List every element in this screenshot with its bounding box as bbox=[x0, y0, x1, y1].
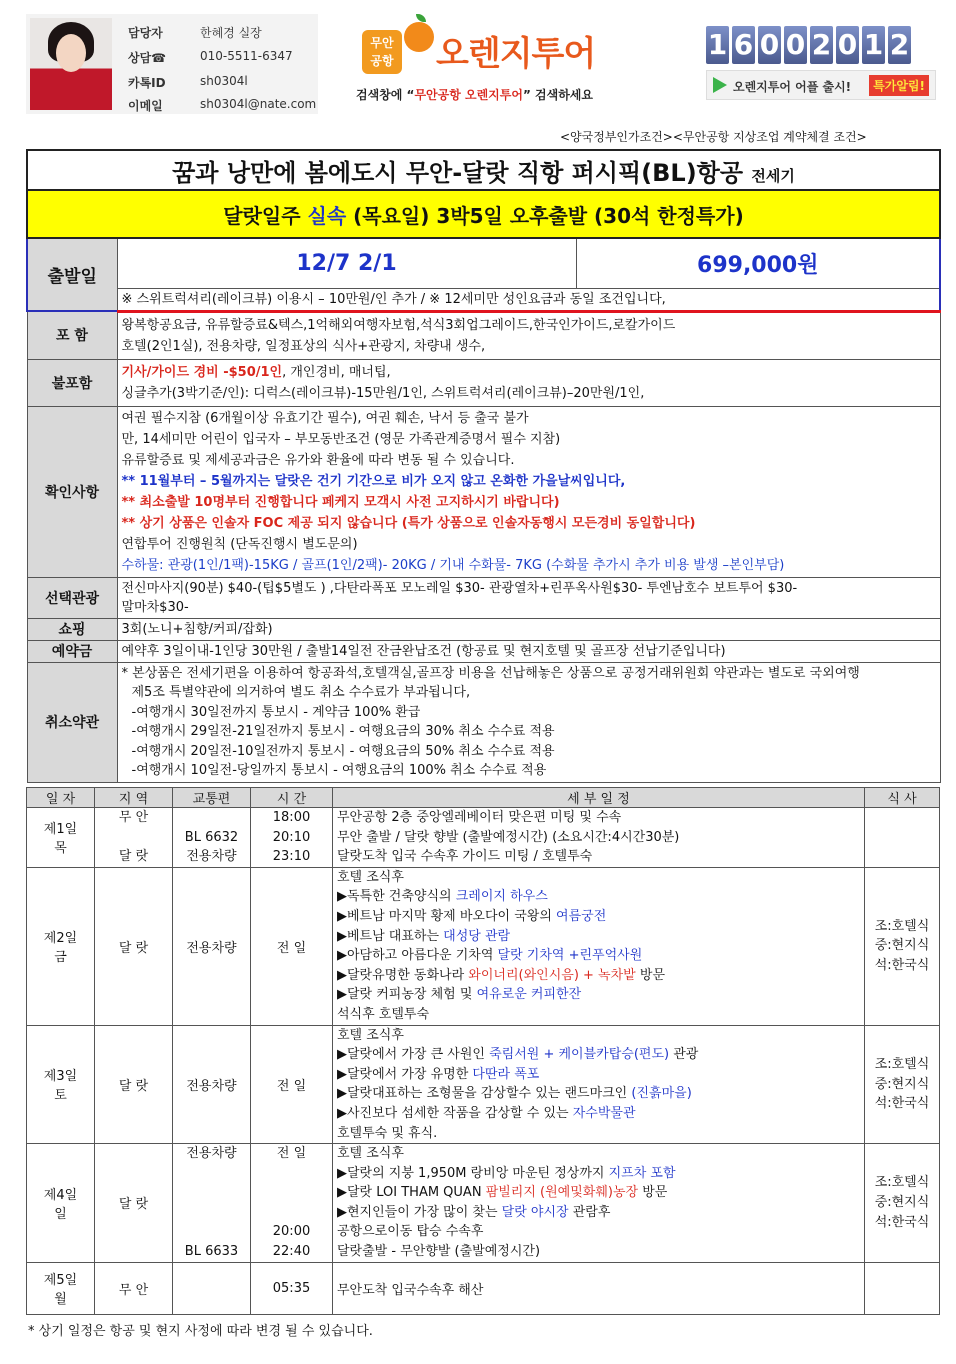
transport-cell bbox=[173, 1262, 251, 1314]
agent-manager-name: 한혜경 실장 bbox=[200, 26, 262, 40]
transport-cell: 전용차량 bbox=[173, 867, 251, 1025]
product-table bbox=[26, 149, 941, 783]
time-cell: 18:00 20:10 23:10 bbox=[251, 808, 333, 868]
logo-search-hint: 검색창에 “무안공항 오렌지투어” 검색하세요 bbox=[356, 88, 593, 102]
day-label: 제2일 금 bbox=[27, 867, 95, 1025]
detail-cell: 호텔 조식후 ▶독특한 건축양식의 크레이지 하우스 ▶베트남 마지막 황제 바오다이 국왕의 여름궁전 ▶베트남 대표하는 대성당 관람 ▶아담하고 아름다운 기차역 달랏 기차역 +린푸억사원 ▶달랏유명한 동화나라 와이너리(와인시음) + 녹차밭 방문 ▶달랏 커피농장 체험 및 여유로운 커피한잔 석식후 호텔투숙 bbox=[333, 867, 865, 1025]
phone-number[interactable]: 1 6 0 0 2 0 1 2 bbox=[706, 26, 936, 66]
orange-logo-icon bbox=[404, 22, 434, 52]
include-label: 포 함 bbox=[27, 311, 117, 359]
departure-label: 출발일 bbox=[27, 238, 117, 311]
transport-cell: BL 6632 전용차량 bbox=[173, 808, 251, 868]
shopping-content: 3회(노니+침향/커피/잡화) bbox=[117, 618, 940, 640]
itinerary-day-2 bbox=[27, 867, 940, 1025]
header-meal: 식 사 bbox=[865, 788, 940, 808]
meal-cell: 조:호텔식 중:현지식 석:한국식 bbox=[865, 867, 940, 1025]
notice-label: 확인사항 bbox=[27, 406, 117, 577]
cancel-policy-content: * 본상품은 전세기편을 이용하여 항공좌석,호텔객실,골프장 비용을 선납해놓은 상품으로 공정거래위원회 약관과는 별도로 국외여행 제5조 특별약관에 의거하여 별도 취소 수수료가 부과됩니다, -여행개시 30일전까지 통보시 - 계약금 100% 환급 -여행개시 29일전-21일전까지 통보시 - 여행요금의 30% 취소 수수료 적용 -여행개시 20일전-10일전까지 통보시 - 여행요금의 50% 취소 수수료 적용 -여행개시 10일전-당일까지 통보시 - 여행요금의 100% 취소 수수료 적용 bbox=[117, 662, 940, 782]
meal-cell bbox=[865, 1262, 940, 1314]
itinerary-day-1 bbox=[27, 808, 940, 868]
detail-cell: 무안공항 2층 중앙엘레베이터 맞은편 미팅 및 수속 무안 출발 / 달랏 향발 (출발예정시간) (소요시간:4시간30분) 달랏도착 입국 수속후 가이드 미팅 / 호텔투숙 bbox=[333, 808, 865, 868]
header-place: 지 역 bbox=[95, 788, 173, 808]
meal-cell: 조:호텔식 중:현지식 석:한국식 bbox=[865, 1025, 940, 1144]
header-time: 시 간 bbox=[251, 788, 333, 808]
agent-photo bbox=[30, 18, 112, 110]
deposit-content: 예약후 3일이내-1인당 30만원 / 출발14일전 잔금완납조건 (항공료 및 현지호텔 및 골프장 선납기준입니다) bbox=[117, 640, 940, 662]
day-label: 제5일 월 bbox=[27, 1262, 95, 1314]
day-label: 제3일 토 bbox=[27, 1025, 95, 1144]
time-cell: 05:35 bbox=[251, 1262, 333, 1314]
agent-email[interactable]: sh0304l@nate.com bbox=[200, 97, 317, 111]
meal-cell: 조:호텔식 중:현지식 석:한국식 bbox=[865, 1144, 940, 1263]
time-cell: 전 일 bbox=[251, 1025, 333, 1144]
departure-note: ※ 스위트럭셔리(레이크뷰) 이용시 – 10만원/인 추가 / ※ 12세미만 성인요금과 동일 조건입니다, bbox=[117, 288, 940, 311]
deal-alert-button[interactable]: 특가알림! bbox=[869, 75, 929, 96]
logo-badge: 무안 공항 bbox=[362, 30, 402, 74]
itinerary-day-4 bbox=[27, 1144, 940, 1263]
day-label: 제1일 목 bbox=[27, 808, 95, 868]
time-cell: 전 일 bbox=[251, 867, 333, 1025]
place-cell: 무 안 달 랏 bbox=[95, 808, 173, 868]
shopping-label: 쇼핑 bbox=[27, 618, 117, 640]
detail-cell: 호텔 조식후 ▶달랏의 지붕 1,950M 랑비앙 마운틴 정상까지 지프차 포함 ▶달랏 LOI THAM QUAN 팜빌리지 (원예및화훼)농장 방문 ▶현지인들이 가장 많이 찾는 달랏 야시장 관람후 공항으로이동 탑승 수속후 달랏출발 - 무안향발 (출발예정시간) bbox=[333, 1144, 865, 1263]
include-content: 왕복항공요금, 유류할증료&텍스,1억해외여행자보험,석식3회업그레이드,한국인가이드,로칼가이드 호텔(2인1실), 전용차량, 일정표상의 식사+관광지, 차량내 생수, bbox=[117, 311, 940, 359]
departure-price: 699,000원 bbox=[576, 238, 940, 288]
place-cell: 달 랏 bbox=[95, 867, 173, 1025]
app-banner[interactable]: 오렌지투어 어플 출시! 특가알림! bbox=[706, 70, 936, 100]
transport-cell: 전용차량 bbox=[173, 1025, 251, 1144]
day-label: 제4일 일 bbox=[27, 1144, 95, 1263]
optional-tour-content: 전신마사지(90분) $40-(팁$5별도 ) ,다탄라폭포 모노레일 $30- 관광열차+린푸옥사원$30- 투엔남호수 보트투어 $30- 말마차$30- bbox=[117, 577, 940, 618]
meal-cell bbox=[865, 808, 940, 868]
product-title: 꿈과 낭만에 봄에도시 무안-달랏 직항 퍼시픽(BL)항공 전세기 bbox=[27, 150, 940, 190]
agent-label-email: 이메일 bbox=[128, 99, 163, 113]
itinerary-day-5 bbox=[27, 1262, 940, 1314]
exclude-content: 기사/가이드 경비 -$50/1인, 개인경비, 매너팁, 싱글추가(3박기준/인): 디럭스(레이크뷰)-15만원/1인, 스위트럭셔리(레이크뷰)–20만원/1인, bbox=[117, 359, 940, 406]
agent-label-manager: 담당자 bbox=[128, 26, 163, 40]
agent-label-kakao: 카톡ID bbox=[128, 76, 166, 90]
header-transport: 교통편 bbox=[173, 788, 251, 808]
detail-cell: 호텔 조식후 ▶달랏에서 가장 큰 사원인 죽림서원 + 케이블카탑승(편도) 관광 ▶달랏에서 가장 유명한 다딴라 폭포 ▶달랏대표하는 조형물을 감상할수 있는 랜드마크인 (진흙마을) ▶사진보다 섬세한 작품을 감상할 수 있는 자수박물관 호텔투숙 및 휴식. bbox=[333, 1025, 865, 1144]
transport-cell: 전용차량 BL 6633 bbox=[173, 1144, 251, 1263]
itinerary-day-3 bbox=[27, 1025, 940, 1144]
detail-cell: 무안도착 입국수속후 해산 bbox=[333, 1262, 865, 1314]
exclude-label: 불포함 bbox=[27, 359, 117, 406]
place-cell: 달 랏 bbox=[95, 1025, 173, 1144]
footer-note: * 상기 일정은 항공 및 현지 사정에 따라 변경 될 수 있습니다. bbox=[28, 1324, 373, 1339]
deposit-label: 예약금 bbox=[27, 640, 117, 662]
place-cell: 달 랏 bbox=[95, 1144, 173, 1263]
agent-label-phone: 상담☎ bbox=[128, 51, 167, 65]
time-cell: 전 일 20:00 22:40 bbox=[251, 1144, 333, 1263]
logo-name: 오렌지투어 bbox=[436, 34, 596, 74]
header-detail: 세 부 일 정 bbox=[333, 788, 865, 808]
play-store-icon bbox=[713, 77, 727, 93]
header-day: 일 자 bbox=[27, 788, 95, 808]
itinerary-table bbox=[26, 787, 940, 1315]
optional-tour-label: 선택관광 bbox=[27, 577, 117, 618]
cancel-policy-label: 취소약관 bbox=[27, 662, 117, 782]
departure-dates: 12/7 2/1 bbox=[117, 238, 576, 288]
agent-phone[interactable]: 010-5511-6347 bbox=[200, 49, 293, 63]
product-subtitle: 달랏일주 실속 (목요일) 3박5일 오후출발 (30석 한정특가) bbox=[27, 190, 940, 238]
notice-content: 여권 필수지참 (6개월이상 유효기간 필수), 여권 훼손, 낙서 등 출국 불가 만, 14세미만 어린이 입국자 – 부모동반조건 (영문 가족관계증명서 필수 지참) 유류할증료 및 제세공과금은 유가와 환율에 따라 변동 될 수 있습니다. ** 11월부터 – 5월까지는 달랏은 건기 기간으로 비가 오지 않고 온화한 가을날씨입니다, ** 최소출발 10명부터 진행합니다 페케지 모객시 사전 고지하시기 바랍니다) ** 상기 상품은 인솔자 FOC 제공 되지 않습니다 (특가 상품으로 인솔자동행시 모든경비 동일합니다) 연합투어 진행원칙 (단독진행시 별도문의) 수하물: 관광(1인/1팩)-15KG / 골프(1인/2팩)- 20KG / 기내 수화물- 7KG (수화물 추가시 추가 비용 발생 –본인부담) bbox=[117, 406, 940, 577]
place-cell: 무 안 bbox=[95, 1262, 173, 1314]
top-conditions: <양국정부인가조건><무안공항 지상조업 계약체결 조건> bbox=[560, 130, 867, 144]
agent-kakao-id: sh0304l bbox=[200, 74, 248, 88]
